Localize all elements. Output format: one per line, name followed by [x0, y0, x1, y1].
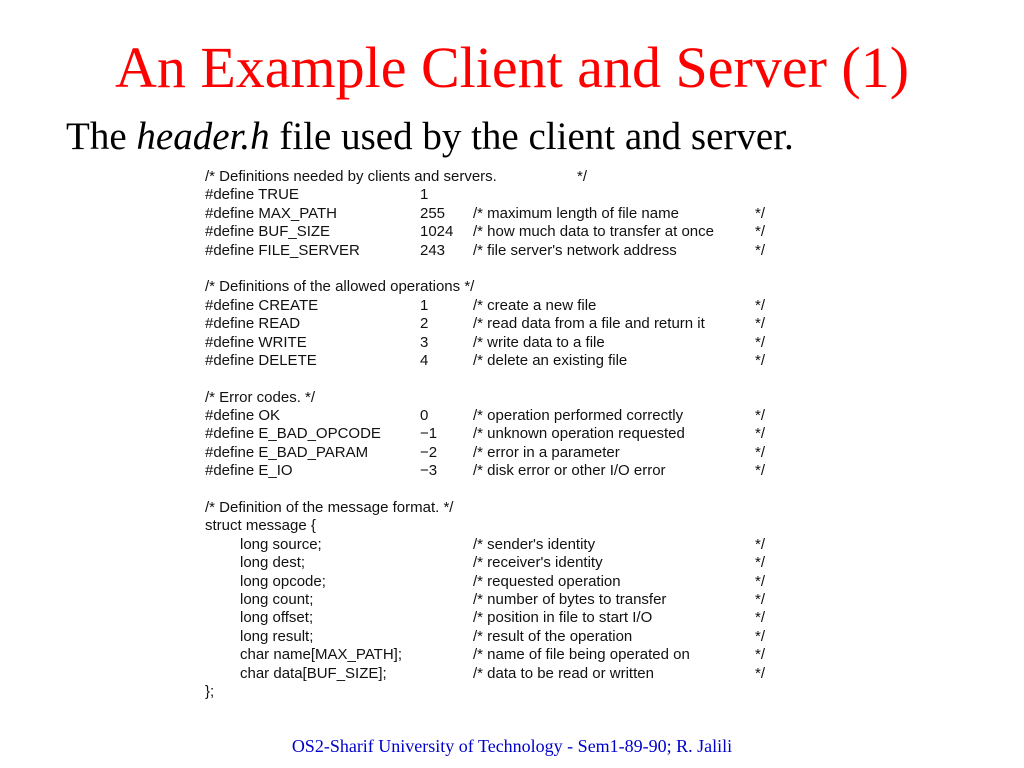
struct-close: }; [205, 682, 215, 700]
subtitle-filename: header.h [136, 115, 270, 158]
code-line [205, 389, 805, 407]
define-line [205, 315, 805, 333]
define-comment: /* how much data to transfer at once [473, 223, 714, 241]
blank-line [205, 370, 805, 388]
code-listing [205, 168, 805, 701]
code-line [205, 683, 805, 701]
define-comment: /* operation performed correctly [473, 407, 684, 425]
define-comment: /* read data from a file and return it [473, 315, 705, 333]
define-comment-close: */ [755, 315, 766, 333]
define-line [205, 334, 805, 352]
struct-field-decl: long source; [240, 535, 322, 553]
struct-field-decl: long offset; [240, 609, 314, 627]
define-value: 255 [420, 204, 446, 222]
code-comment: /* Error codes. */ [205, 388, 316, 406]
struct-field-line [205, 646, 805, 664]
define-value: 1 [420, 296, 429, 314]
struct-field-comment-close: */ [755, 646, 766, 664]
define-value: 1024 [420, 223, 454, 241]
blank-line [205, 481, 805, 499]
define-name: #define MAX_PATH [205, 204, 338, 222]
define-name: #define TRUE [205, 186, 299, 204]
define-name: #define E_IO [205, 462, 293, 480]
define-comment-close: */ [755, 443, 766, 461]
define-value: 0 [420, 407, 429, 425]
define-comment: /* file server's network address [473, 241, 677, 259]
struct-field-decl: long dest; [240, 554, 306, 572]
struct-field-comment: /* position in file to start I/O [473, 609, 653, 627]
define-name: #define FILE_SERVER [205, 241, 360, 259]
define-name: #define DELETE [205, 351, 317, 369]
define-line [205, 223, 805, 241]
struct-field-line [205, 573, 805, 591]
struct-field-line [205, 554, 805, 572]
struct-field-comment-close: */ [755, 664, 766, 682]
struct-field-decl: long count; [240, 590, 314, 608]
struct-field-comment: /* receiver's identity [473, 554, 603, 572]
define-name: #define E_BAD_PARAM [205, 443, 369, 461]
define-comment-close: */ [755, 333, 766, 351]
struct-field-comment: /* requested operation [473, 572, 621, 590]
define-comment: /* delete an existing file [473, 351, 628, 369]
define-line [205, 425, 805, 443]
slide-footer: OS2-Sharif University of Technology - Sem1-89-90; R. Jalili [291, 736, 733, 756]
struct-field-comment: /* number of bytes to transfer [473, 590, 667, 608]
define-comment-close: */ [755, 296, 766, 314]
struct-field-decl: char data[BUF_SIZE]; [240, 664, 387, 682]
struct-field-decl: long result; [240, 627, 314, 645]
define-line [205, 186, 805, 204]
struct-field-comment-close: */ [755, 627, 766, 645]
code-comment: /* Definitions needed by clients and servers. [205, 168, 497, 185]
code-comment-close: */ [577, 168, 588, 185]
code-line [205, 517, 805, 535]
define-value: 243 [420, 241, 446, 259]
slide-title: An Example Client and Server (1) [114, 35, 910, 100]
define-value: −2 [420, 443, 438, 461]
define-line [205, 352, 805, 370]
code-line [205, 168, 805, 186]
define-line [205, 462, 805, 480]
define-value: −3 [420, 462, 438, 480]
define-line [205, 242, 805, 260]
struct-field-comment-close: */ [755, 609, 766, 627]
struct-field-line [205, 628, 805, 646]
struct-field-comment: /* sender's identity [473, 535, 596, 553]
struct-field-comment: /* result of the operation [473, 627, 633, 645]
struct-field-line [205, 609, 805, 627]
subtitle-text-before: The [66, 115, 137, 158]
define-value: −1 [420, 425, 438, 443]
struct-field-line [205, 591, 805, 609]
define-value: 2 [420, 315, 429, 333]
define-comment-close: */ [755, 241, 766, 259]
struct-field-comment: /* name of file being operated on [473, 646, 690, 664]
define-comment: /* maximum length of file name [473, 204, 679, 222]
define-name: #define WRITE [205, 333, 307, 351]
subtitle-text-after: file used by the client and server. [269, 115, 794, 158]
define-comment-close: */ [755, 407, 766, 425]
code-line [205, 278, 805, 296]
struct-field-line [205, 665, 805, 683]
define-comment-close: */ [755, 425, 766, 443]
define-name: #define CREATE [205, 296, 319, 314]
define-value: 3 [420, 333, 429, 351]
code-comment: /* Definition of the message format. */ [205, 499, 454, 517]
struct-field-comment-close: */ [755, 572, 766, 590]
define-line [205, 407, 805, 425]
define-line [205, 205, 805, 223]
struct-field-comment: /* data to be read or written [473, 664, 654, 682]
define-name: #define E_BAD_OPCODE [205, 425, 381, 443]
define-comment: /* disk error or other I/O error [473, 462, 666, 480]
define-line [205, 297, 805, 315]
define-comment-close: */ [755, 223, 766, 241]
define-comment: /* create a new file [473, 296, 597, 314]
code-comment: /* Definitions of the allowed operations */ [205, 278, 475, 296]
define-name: #define BUF_SIZE [205, 223, 331, 241]
struct-field-decl: long opcode; [240, 572, 326, 590]
define-name: #define OK [205, 407, 281, 425]
struct-field-comment-close: */ [755, 535, 766, 553]
define-comment: /* write data to a file [473, 333, 605, 351]
struct-field-line [205, 536, 805, 554]
code-line [205, 499, 805, 517]
define-comment-close: */ [755, 351, 766, 369]
define-comment: /* error in a parameter [473, 443, 620, 461]
define-value: 4 [420, 351, 429, 369]
define-name: #define READ [205, 315, 301, 333]
struct-field-comment-close: */ [755, 590, 766, 608]
define-comment-close: */ [755, 204, 766, 222]
define-line [205, 444, 805, 462]
define-value: 1 [420, 186, 429, 204]
define-comment-close: */ [755, 462, 766, 480]
struct-field-decl: char name[MAX_PATH]; [240, 646, 402, 664]
struct-field-comment-close: */ [755, 554, 766, 572]
blank-line [205, 260, 805, 278]
define-comment: /* unknown operation requested [473, 425, 685, 443]
slide-subtitle [66, 114, 794, 158]
struct-open: struct message { [205, 517, 316, 535]
